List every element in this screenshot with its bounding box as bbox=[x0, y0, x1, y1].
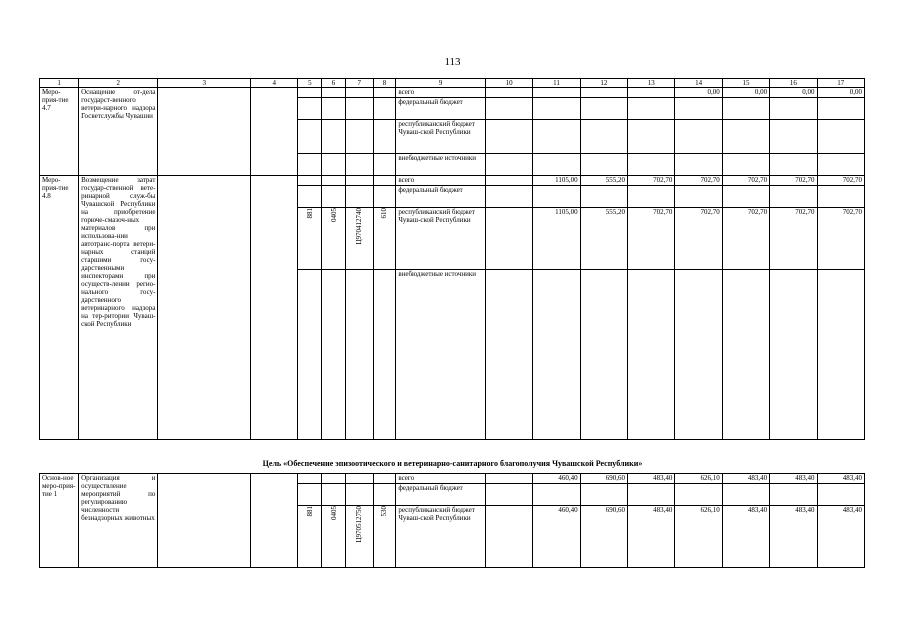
empty-cell bbox=[322, 474, 346, 484]
value-cell: 702,70 bbox=[628, 208, 675, 270]
empty-cell bbox=[158, 88, 251, 176]
funding-source: внебюджетные источники bbox=[396, 154, 486, 176]
value-cell: 702,70 bbox=[817, 208, 864, 270]
value-cell: 702,70 bbox=[675, 208, 722, 270]
value-cell bbox=[485, 208, 532, 270]
value-cell bbox=[817, 98, 864, 120]
empty-cell bbox=[298, 88, 322, 98]
code-section: 0405 bbox=[322, 506, 346, 568]
value-cell: 626,10 bbox=[675, 474, 722, 484]
empty-cell bbox=[373, 154, 396, 176]
value-cell bbox=[485, 474, 532, 484]
empty-cell bbox=[298, 120, 322, 154]
value-cell bbox=[817, 484, 864, 506]
value-cell bbox=[533, 186, 580, 208]
value-cell: 0,00 bbox=[722, 88, 769, 98]
value-cell: 702,70 bbox=[770, 176, 817, 186]
table-row bbox=[40, 474, 865, 484]
value-cell bbox=[722, 484, 769, 506]
value-cell: 555,20 bbox=[580, 208, 627, 270]
header-cell: 13 bbox=[628, 79, 675, 88]
empty-cell bbox=[345, 176, 373, 186]
empty-cell bbox=[373, 120, 396, 154]
empty-cell bbox=[251, 474, 298, 568]
header-cell: 8 bbox=[373, 79, 396, 88]
code-admin: 881 bbox=[298, 208, 322, 270]
goal-cell bbox=[40, 440, 865, 474]
page-number: 113 bbox=[444, 56, 461, 68]
value-cell bbox=[485, 270, 532, 440]
value-cell: 1105,00 bbox=[533, 176, 580, 186]
value-cell: 483,40 bbox=[628, 474, 675, 484]
empty-cell bbox=[322, 186, 346, 208]
value-cell bbox=[580, 484, 627, 506]
funding-source: федеральный бюджет bbox=[396, 484, 486, 506]
header-row bbox=[40, 79, 865, 88]
value-cell bbox=[580, 186, 627, 208]
code-expense: 530 bbox=[373, 506, 396, 568]
value-cell bbox=[770, 270, 817, 440]
value-cell: 460,40 bbox=[533, 474, 580, 484]
funding-source: республиканский бюджет Чуваш-ской Республики bbox=[396, 506, 486, 568]
measure-id: Меро-прия-тие 4.7 bbox=[40, 88, 79, 176]
value-cell bbox=[628, 186, 675, 208]
value-cell: 0,00 bbox=[817, 88, 864, 98]
code-section: 0405 bbox=[322, 208, 346, 270]
funding-source: республиканский бюджет Чуваш-ской Республики bbox=[396, 208, 486, 270]
empty-cell bbox=[345, 270, 373, 440]
empty-cell bbox=[322, 484, 346, 506]
value-cell bbox=[722, 186, 769, 208]
empty-cell bbox=[373, 484, 396, 506]
value-cell bbox=[770, 98, 817, 120]
value-cell: 483,40 bbox=[722, 506, 769, 568]
header-cell: 10 bbox=[485, 79, 532, 88]
header-cell: 14 bbox=[675, 79, 722, 88]
value-cell bbox=[533, 120, 580, 154]
goal-heading: Цель «Обеспечение эпизоотического и ветеринарно-санитарного благополучия Чувашской Республики» bbox=[262, 459, 643, 468]
table-row bbox=[40, 176, 865, 186]
empty-cell bbox=[322, 154, 346, 176]
value-cell bbox=[485, 88, 532, 98]
value-cell bbox=[675, 154, 722, 176]
empty-cell bbox=[158, 176, 251, 440]
value-cell: 483,40 bbox=[817, 506, 864, 568]
value-cell: 702,70 bbox=[770, 208, 817, 270]
value-cell bbox=[675, 270, 722, 440]
value-cell: 702,70 bbox=[675, 176, 722, 186]
empty-cell bbox=[373, 88, 396, 98]
value-cell bbox=[722, 120, 769, 154]
empty-cell bbox=[298, 474, 322, 484]
value-cell bbox=[675, 186, 722, 208]
funding-source: всего bbox=[396, 474, 486, 484]
value-cell: 702,70 bbox=[722, 208, 769, 270]
value-cell bbox=[817, 186, 864, 208]
value-cell bbox=[628, 484, 675, 506]
value-cell: 702,70 bbox=[628, 176, 675, 186]
value-cell bbox=[770, 154, 817, 176]
empty-cell bbox=[345, 186, 373, 208]
header-cell: 6 bbox=[322, 79, 346, 88]
value-cell bbox=[485, 154, 532, 176]
code-admin: 881 bbox=[298, 506, 322, 568]
empty-cell bbox=[298, 176, 322, 186]
measure-name: Оснащение от-дела государст-венного ветери-нарного надзора Госветслужбы Чувашии bbox=[79, 88, 158, 176]
measure-id: Основ-ное меро-прия-тие 1 bbox=[40, 474, 79, 568]
value-cell: 483,40 bbox=[770, 506, 817, 568]
value-cell bbox=[628, 270, 675, 440]
header-cell: 17 bbox=[817, 79, 864, 88]
empty-cell bbox=[158, 474, 251, 568]
value-cell bbox=[485, 186, 532, 208]
value-cell: 483,40 bbox=[770, 474, 817, 484]
value-cell: 702,70 bbox=[722, 176, 769, 186]
table-row bbox=[40, 88, 865, 98]
header-cell: 15 bbox=[722, 79, 769, 88]
empty-cell bbox=[345, 484, 373, 506]
empty-cell bbox=[373, 270, 396, 440]
empty-cell bbox=[298, 98, 322, 120]
value-cell bbox=[485, 176, 532, 186]
empty-cell bbox=[251, 176, 298, 440]
value-cell bbox=[722, 154, 769, 176]
header-cell: 16 bbox=[770, 79, 817, 88]
value-cell bbox=[533, 98, 580, 120]
header-cell: 4 bbox=[251, 79, 298, 88]
value-cell bbox=[580, 270, 627, 440]
value-cell bbox=[675, 120, 722, 154]
empty-cell bbox=[345, 120, 373, 154]
value-cell bbox=[580, 88, 627, 98]
funding-source: внебюджетные источники bbox=[396, 270, 486, 440]
value-cell: 702,70 bbox=[817, 176, 864, 186]
header-cell: 2 bbox=[79, 79, 158, 88]
value-cell bbox=[722, 98, 769, 120]
value-cell bbox=[817, 270, 864, 440]
empty-cell bbox=[322, 176, 346, 186]
funding-source: федеральный бюджет bbox=[396, 186, 486, 208]
value-cell bbox=[817, 120, 864, 154]
value-cell bbox=[675, 98, 722, 120]
value-cell: 0,00 bbox=[675, 88, 722, 98]
value-cell bbox=[485, 506, 532, 568]
empty-cell bbox=[298, 270, 322, 440]
value-cell bbox=[533, 270, 580, 440]
value-cell bbox=[628, 154, 675, 176]
value-cell bbox=[533, 154, 580, 176]
empty-cell bbox=[322, 98, 346, 120]
empty-cell bbox=[322, 88, 346, 98]
value-cell bbox=[675, 484, 722, 506]
code-target: Ц970512750 bbox=[345, 506, 373, 568]
value-cell: 0,00 bbox=[770, 88, 817, 98]
value-cell bbox=[770, 120, 817, 154]
value-cell: 483,40 bbox=[817, 474, 864, 484]
empty-cell bbox=[373, 176, 396, 186]
empty-cell bbox=[298, 154, 322, 176]
funding-source: федеральный бюджет bbox=[396, 98, 486, 120]
empty-cell bbox=[373, 98, 396, 120]
value-cell: 626,10 bbox=[675, 506, 722, 568]
goal-row bbox=[40, 440, 865, 474]
code-expense: 610 bbox=[373, 208, 396, 270]
value-cell: 1105,00 bbox=[533, 208, 580, 270]
value-cell bbox=[533, 88, 580, 98]
header-cell: 7 bbox=[345, 79, 373, 88]
empty-cell bbox=[345, 88, 373, 98]
value-cell: 690,60 bbox=[580, 506, 627, 568]
funding-source: всего bbox=[396, 88, 486, 98]
value-cell bbox=[580, 154, 627, 176]
empty-cell bbox=[345, 98, 373, 120]
measure-name: Организация и осуществление мероприятий по регулированию численности безнадзорных животных bbox=[79, 474, 158, 568]
header-cell: 9 bbox=[396, 79, 486, 88]
empty-cell bbox=[373, 186, 396, 208]
header-cell: 11 bbox=[533, 79, 580, 88]
value-cell bbox=[722, 270, 769, 440]
value-cell bbox=[628, 120, 675, 154]
value-cell: 555,20 bbox=[580, 176, 627, 186]
value-cell: 483,40 bbox=[628, 506, 675, 568]
budget-table bbox=[39, 78, 865, 568]
empty-cell bbox=[322, 120, 346, 154]
empty-cell bbox=[298, 484, 322, 506]
value-cell: 483,40 bbox=[722, 474, 769, 484]
empty-cell bbox=[345, 474, 373, 484]
funding-source: всего bbox=[396, 176, 486, 186]
code-target: Ц970412740 bbox=[345, 208, 373, 270]
header-cell: 12 bbox=[580, 79, 627, 88]
value-cell: 690,60 bbox=[580, 474, 627, 484]
funding-source: республиканский бюджет Чуваш-ской Республики bbox=[396, 120, 486, 154]
empty-cell bbox=[251, 88, 298, 176]
header-cell: 5 bbox=[298, 79, 322, 88]
value-cell bbox=[533, 484, 580, 506]
empty-cell bbox=[345, 154, 373, 176]
value-cell bbox=[485, 484, 532, 506]
value-cell bbox=[770, 484, 817, 506]
empty-cell bbox=[373, 474, 396, 484]
empty-cell bbox=[322, 270, 346, 440]
value-cell bbox=[580, 120, 627, 154]
value-cell: 460,40 bbox=[533, 506, 580, 568]
measure-id: Меро-прия-тие 4.8 bbox=[40, 176, 79, 440]
value-cell bbox=[817, 154, 864, 176]
value-cell bbox=[485, 98, 532, 120]
header-cell: 1 bbox=[40, 79, 79, 88]
value-cell bbox=[628, 88, 675, 98]
header-cell: 3 bbox=[158, 79, 251, 88]
value-cell bbox=[628, 98, 675, 120]
value-cell bbox=[580, 98, 627, 120]
empty-cell bbox=[298, 186, 322, 208]
value-cell bbox=[485, 120, 532, 154]
measure-name: Возмещение затрат государ-ственной вете-ринарной служ-бы Чувашской Республики на приобретение горюче-смазоч-ных материалов при использова-нии автотранс-порта ветери-нарных станций старшими госу-дарственными инспекторами при осуществ-лении регио-нального госу-дарственного ветеринарного надзора на тер-ритории Чуваш-ской Республики bbox=[79, 176, 158, 440]
value-cell bbox=[770, 186, 817, 208]
